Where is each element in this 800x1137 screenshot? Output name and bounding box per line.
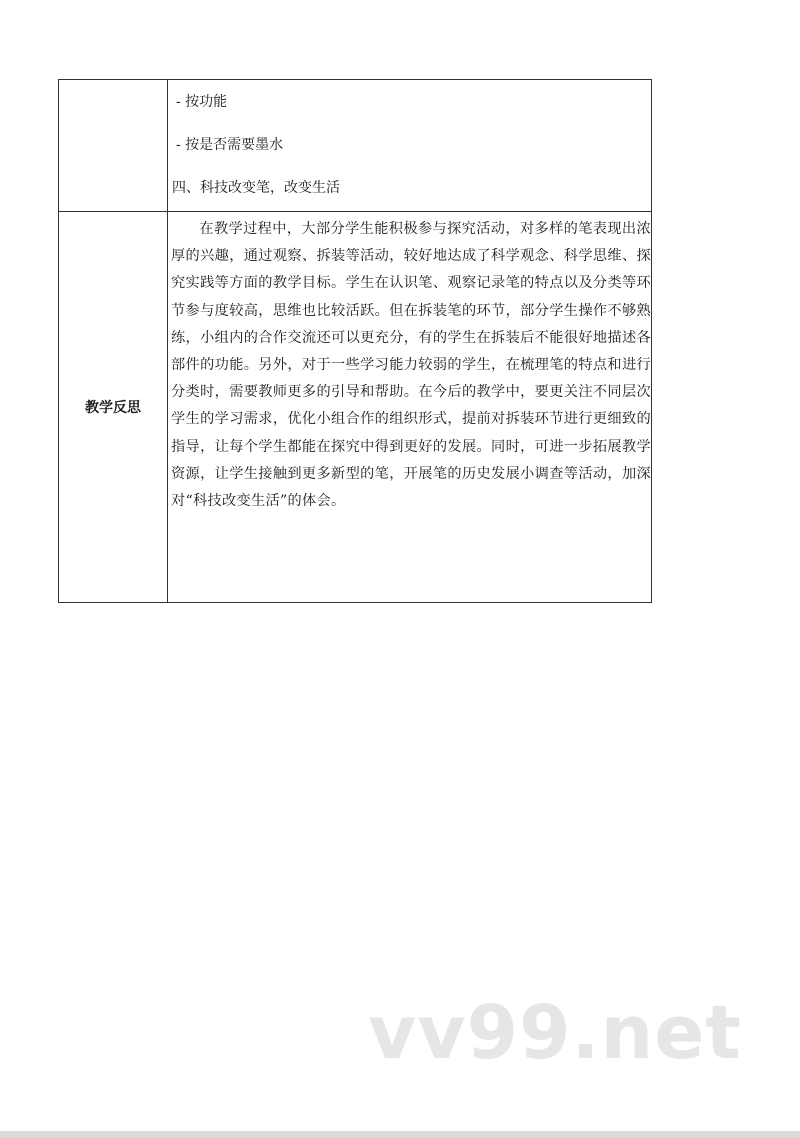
list-item: - 按功能 (176, 94, 228, 110)
table-row (59, 80, 652, 212)
empty-label-cell (59, 80, 168, 212)
reflection-label: 教学反思 (59, 212, 168, 603)
page-bottom-edge (0, 1131, 800, 1137)
lesson-plan-table (58, 79, 652, 603)
table-row (59, 212, 652, 603)
classification-content-cell (168, 80, 652, 212)
reflection-content-cell (168, 212, 652, 603)
reflection-paragraph: 在教学过程中，大部分学生能积极参与探究活动，对多样的笔表现出浓厚的兴趣，通过观察、拆装等活动，较好地达成了科学观念、科学思维、探究实践等方面的教学目标。学生在认识笔、观察记录笔的特点以及分类等环节参与度较高，思维也比较活跃。但在拆装笔的环节，部分学生操作不够熟练，小组内的合作交流还可以更充分，有的学生在拆装后不能很好地描述各部件的功能。另外，对于一些学习能力较弱的学生，在梳理笔的特点和进行分类时，需要教师更多的引导和帮助。在今后的教学中，要更关注不同层次学生的学习需求，优化小组合作的组织形式，提前对拆装环节进行更细致的指导，让每个学生都能在探究中得到更好的发展。同时，可进一步拓展教学资源，让学生接触到更多新型的笔，开展笔的历史发展小调查等活动，加深对“科技改变生活”的体会。 (171, 221, 651, 510)
watermark: vv99.net (368, 990, 742, 1076)
list-item: - 按是否需要墨水 (176, 137, 284, 153)
section-heading: 四、科技改变笔，改变生活 (172, 180, 340, 196)
